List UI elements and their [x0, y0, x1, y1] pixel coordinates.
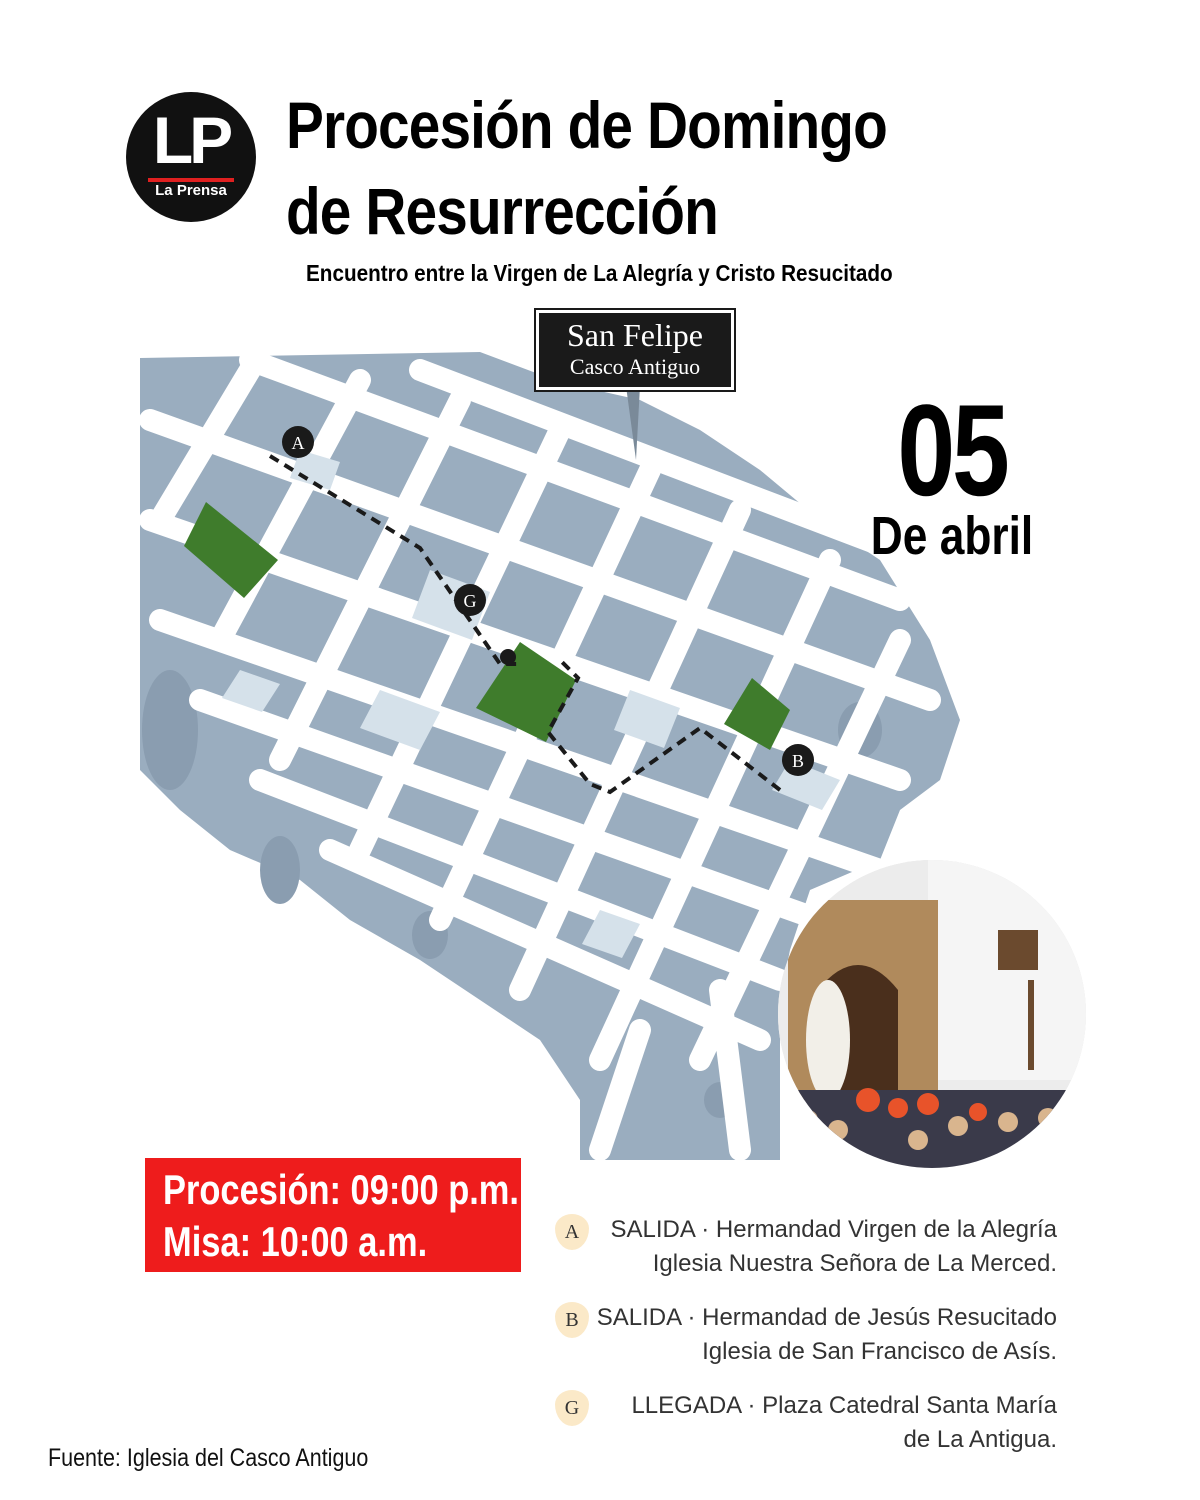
- legend-line1: SALIDA · Hermandad de Jesús Resucitado: [596, 1304, 1057, 1331]
- legend-line1: SALIDA · Hermandad Virgen de la Alegría: [610, 1216, 1057, 1243]
- marker-g: [454, 584, 486, 616]
- legend-line2: Iglesia Nuestra Señora de La Merced.: [652, 1250, 1057, 1277]
- date-month: De abril: [870, 506, 1034, 566]
- san-felipe-sign: [536, 310, 734, 390]
- legend-badge: B: [555, 1302, 589, 1338]
- marker-a-label: A: [291, 433, 305, 453]
- legend-badge: A: [555, 1214, 589, 1250]
- marker-g-label: G: [463, 591, 477, 611]
- legend-badge: G: [555, 1390, 589, 1426]
- schedule-box: [145, 1158, 521, 1272]
- shore-blob: [260, 836, 300, 904]
- source-credit: Fuente: Iglesia del Casco Antiguo: [48, 1444, 369, 1472]
- legend-item-b: [555, 1300, 1075, 1386]
- photo-illustration: [778, 860, 1086, 1168]
- legend-line2: Iglesia de San Francisco de Asís.: [702, 1338, 1057, 1365]
- marker-b-label: B: [791, 751, 805, 771]
- sign-line2: Casco Antiguo: [569, 354, 701, 379]
- legend: [555, 1212, 1075, 1476]
- page-title: Procesión de Domingo de Resurrección: [286, 88, 887, 248]
- logo-brand: La Prensa: [155, 182, 227, 199]
- marker-a: [282, 426, 314, 458]
- legend-line2: de La Antigua.: [903, 1426, 1057, 1453]
- legend-item-a: [555, 1212, 1075, 1298]
- arrival-dot: [500, 649, 516, 665]
- shore-blob: [142, 670, 198, 790]
- logo-letters: LP: [152, 103, 230, 177]
- procession-time: Procesión: 09:00 p.m.: [163, 1166, 520, 1213]
- marker-b: [782, 744, 814, 776]
- date-day: 05: [897, 377, 1007, 523]
- mass-time: Misa: 10:00 a.m.: [163, 1218, 428, 1265]
- sign-line1: San Felipe: [567, 317, 703, 353]
- page-subtitle: Encuentro entre la Virgen de La Alegría y Cristo Resucitado: [306, 260, 893, 286]
- legend-item-g: [555, 1388, 1075, 1474]
- legend-line1: LLEGADA · Plaza Catedral Santa María: [631, 1392, 1057, 1419]
- la-prensa-logo: [126, 92, 256, 222]
- procession-photo: [778, 860, 1086, 1168]
